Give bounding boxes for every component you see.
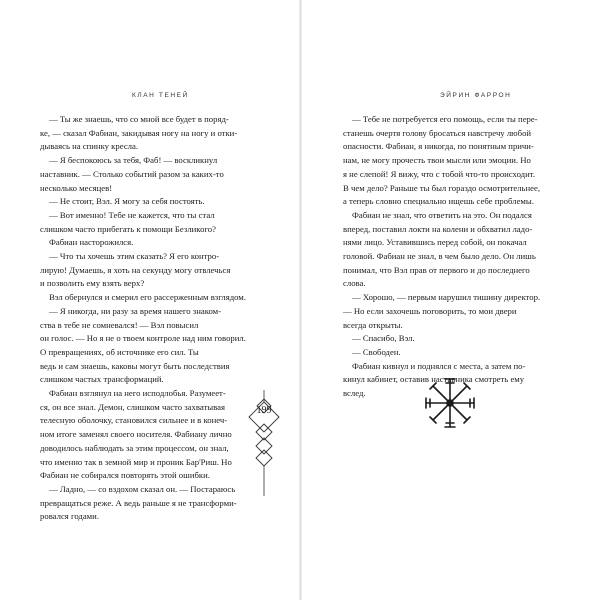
text-line: опасности. Фабиан, я никогда, по понятным причи- <box>343 141 534 152</box>
text-line: ся, он все знал. Демон, слишком часто захватывая <box>40 401 225 412</box>
text-line: Фабиан взглянул на него исподлобья. Разумеет- <box>49 388 226 399</box>
text-line: ровался годами. <box>40 511 100 522</box>
text-line: доводилось наблюдать за этим процессом, он знал, <box>40 442 229 453</box>
text-line: — Ладно, — со вздохом сказал он. — Постараюсь <box>49 483 236 494</box>
right-page-text <box>343 113 555 401</box>
text-line: что именно так в земной мир и проник Бар'Риш. Но <box>40 456 232 467</box>
text-line: — Вот именно! Тебе не кажется, что ты стал <box>49 209 215 220</box>
text-line: он голос. — Но я не о твоем контроле над ним говорил. <box>40 333 246 344</box>
text-line: слова. <box>343 278 366 289</box>
text-line: я не слепой! Я вижу, что с тобой что-то происходит. <box>343 168 536 179</box>
norse-rune-icon <box>420 373 480 433</box>
text-line: и позволить ему взять верх? <box>40 278 145 289</box>
text-line: головой. Фабиан не знал, в чем было дело. Он лишь <box>343 251 536 262</box>
text-line: ном итоге заменял своего носителя. Фабиану лично <box>40 429 232 440</box>
text-line: несколько месяцев! <box>40 182 113 193</box>
text-line: — Ты же знаешь, что со мной все будет в поряд- <box>49 114 229 124</box>
text-line: ке, — сказал Фабиан, закидывая ногу на ногу и отки- <box>40 127 238 138</box>
text-line: — Я никогда, ни разу за время нашего знаком- <box>49 305 222 316</box>
text-line: станешь очертя голову бросаться навстречу любой <box>343 127 532 138</box>
right-page-header: ЭЙРИН ФАРРОН <box>440 92 512 99</box>
text-line: дываясь на спинку кресла. <box>40 141 139 152</box>
page-number: 199 <box>256 405 272 416</box>
text-line: превращаться реже. А ведь раньше я не трансформи- <box>40 497 237 508</box>
text-line: — Спасибо, Вэл. <box>352 333 415 344</box>
text-line: ства в тебе не сомневался! — Вэл повысил <box>40 319 199 330</box>
text-line: вслед. <box>343 388 366 399</box>
text-line: вперед, поставил локти на колени и обхватил ладо- <box>343 223 533 234</box>
text-line: нам, не могу прочесть твои мысли или эмоции. Но <box>343 155 531 166</box>
text-line: — Не стоит, Вэл. Я могу за себя постоять. <box>49 196 205 207</box>
text-line: а теперь словно специально ищешь себе проблемы. <box>343 196 534 207</box>
text-line: Фабиан не знал, что ответить на это. Он подался <box>352 209 532 220</box>
left-page-header: КЛАН ТЕНЕЙ <box>132 92 189 99</box>
text-line: Фабиан насторожился. <box>49 237 134 248</box>
text-line: слишком частых трансформаций. <box>40 374 164 385</box>
text-line: — Хорошо, — первым нарушил тишину директор. <box>352 292 541 303</box>
text-line: В чем дело? Раньше ты был гораздо осмотрительнее, <box>343 182 541 193</box>
text-line: — Но если захочешь поговорить, то мои двери <box>343 305 517 316</box>
text-line: О превращениях, об источнике его сил. Ты <box>40 346 199 357</box>
text-line: Вэл обернулся и смерил его рассерженным взглядом. <box>49 292 246 303</box>
text-line: всегда открыты. <box>343 319 403 330</box>
text-line: Фабиан кивнул и поднялся с места, а затем по- <box>352 360 526 371</box>
book-spine <box>299 0 302 600</box>
left-page-text <box>40 113 259 524</box>
text-line: Фабиан не собирался повторять этой ошибки. <box>40 470 210 481</box>
text-line: — Тебе не потребуется его помощь, если ты пере- <box>352 114 538 124</box>
text-line: лирую! Думаешь, я хоть на секунду могу отвлечься <box>40 264 231 275</box>
text-line: — Свободен. <box>352 346 401 357</box>
text-line: слишком часто прибегать к помощи Безликого? <box>40 223 216 234</box>
text-line: кинул кабинет, оставив наставника смотреть ему <box>343 374 525 385</box>
text-line: телесную оболочку, становился сильнее и в конеч- <box>40 415 228 426</box>
text-line: ведь и сам знаешь, каковы могут быть последствия <box>40 360 230 371</box>
text-line: понимал, что Вэл прав от первого и до последнего <box>343 264 530 275</box>
text-line: наставник. — Столько событий разом за каких-то <box>40 168 224 179</box>
text-line: — Я беспокоюсь за тебя, Фаб! — воскликнул <box>49 155 218 166</box>
text-line: нями лицо. Уставившись перед собой, он покачал <box>343 237 527 248</box>
text-line: — Что ты хочешь этим сказать? Я его контро- <box>49 251 220 262</box>
